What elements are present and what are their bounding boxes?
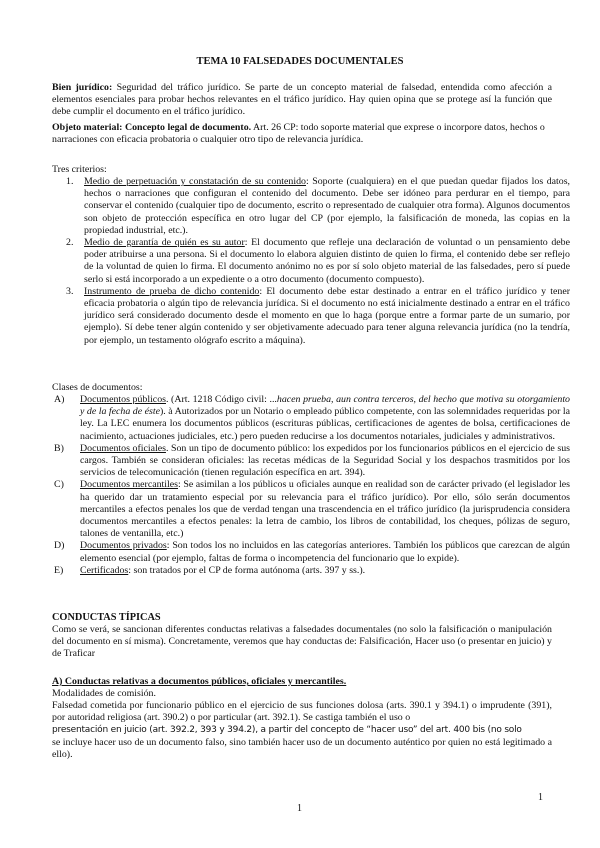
clase-text: : Se asimilan a los públicos u oficiales aunque en realidad son de carácter privado (el legislador les ha querido dar un tratamiento especial por su relevancia para el tráfico jurídico). Por ello, sólo serán documentos mercantiles a efectos penales los que de verdad tengan una trascendencia en el tráfico jurídico (la jurisprudencia considera documentos mercantiles a efectos penales: la letra de cambio, los libros de contabilidad, los cheques, pólizas de seguro, talones de ventanilla, etc.) bbox=[80, 479, 571, 540]
criterios-intro: Tres criterios: bbox=[52, 164, 107, 175]
criterio-text: : Soporte (cualquiera) en el que puedan quedar fijados los datos, hechos o narraciones que configuran el contenido del documento. Debe ser idóneo para perdurar en el tiempo, para conservar el contenido (cualquier tipo de documento, escrito o representado de cualquier otra forma). Algunos documentos son objeto de protección específica en otro lugar del CP (por ejemplo, la falsificación de moneda, las copias en la propiedad industrial, etc.). bbox=[84, 176, 571, 236]
clase-heading: Documentos mercantiles bbox=[80, 479, 179, 491]
clase-heading: Documentos privados bbox=[80, 540, 167, 552]
uso-text: presentación en juicio (art. 392.2, 393 y 394.2), a partir del concepto de “hacer uso” del art. 400 bis (no solo bbox=[52, 725, 522, 736]
clase-pre: . (Art. 1218 Código civil: ... bbox=[165, 394, 277, 405]
bien-juridico-text: Seguridad del tráfico jurídico. Se parte de un concepto material de falsedad, entendida como afección a elementos esenciales para probar hechos relevantes en el tráfico jurídico. Hay quien opina que se protege así la función que debe cumplir el documento en el tráfico jurídico. bbox=[52, 82, 552, 118]
criterio-text: : El documento debe estar destinado a entrar en el tráfico jurídico y tener eficacia probatoria o algún tipo de relevancia jurídica. Si el documento no está inicialmente destinado a entrar en el tráfico jurídico será considerado documento desde el momento en que lo haga (porque entre a formar parte de un sumario, por ejemplo). Sí debe tener algún contenido y ser objetivamente adecuado para tener alguna relevancia jurídica (no la tendría, por ejemplo, un testamento ológrafo escrito a máquina). bbox=[84, 285, 571, 346]
clase-item bbox=[54, 442, 570, 480]
falsedad-paragraph bbox=[52, 700, 552, 761]
document-title: TEMA 10 FALSEDADES DOCUMENTALES bbox=[196, 56, 404, 67]
clase-letter: D) bbox=[54, 540, 65, 552]
uso-continuation: se incluye hacer uso de un documento falso, sino también hacer uso de un documento auténtico por quien no está legitimado a ello). bbox=[52, 736, 552, 760]
modalidades-label: Modalidades de comisión. bbox=[52, 688, 156, 699]
clase-heading: Documentos públicos bbox=[80, 394, 166, 405]
objeto-material-label: Objeto material: Concepto legal de documento. bbox=[52, 122, 252, 133]
clase-item bbox=[54, 564, 570, 577]
objeto-material-text: Art. 26 CP: todo soporte material que exprese o incorpore datos, hechos o narraciones con eficacia probatoria o cualquier otro tipo de relevancia jurídica. bbox=[52, 122, 545, 146]
clase-item bbox=[54, 394, 570, 443]
objeto-material-paragraph bbox=[52, 122, 552, 146]
criterio-heading: Medio de perpetuación y constatación de su contenido bbox=[84, 176, 306, 187]
clase-heading: Documentos oficiales bbox=[80, 442, 166, 454]
clase-letter: C) bbox=[54, 479, 64, 491]
criterio-text: : El documento que refleje una declaración de voluntad o un pensamiento debe poder atribuirse a una persona. Si el documento lo elabora alguien distinto de quien lo firma, el contenido debe ser reflejo de la voluntad de quien lo firma. El documento anónimo no es por sí solo objeto material de las falsedades, pero sí puede serlo si está incorporado a un expediente o a otro documento (documento compuesto). bbox=[84, 237, 570, 285]
clase-text: . Son un tipo de documento público: los expedidos por los funcionarios públicos en el ejercicio de sus cargos. También se consideran oficiales: las recetas médicas de la Seguridad Social y los despachos trasmitidos por los servicios de telecomunicación (tienen regulación específica en art. 394). bbox=[80, 442, 570, 479]
clase-letter: E) bbox=[54, 564, 64, 576]
bien-juridico-label: Bien jurídico: bbox=[52, 82, 113, 93]
criterio-heading: Instrumento de prueba de dicho contenido bbox=[84, 285, 260, 297]
criterio-item bbox=[66, 285, 571, 347]
criterio-item bbox=[66, 237, 570, 286]
criterio-number: 3. bbox=[66, 285, 74, 297]
clase-text: ). à Autorizados por un Notario o empleado público competente, con las solemnidades requeridas por la ley. La LEC enumera los documentos públicos (escrituras públicas, certificaciones de agentes de bolsa, certificaciones de nacimiento, actuaciones judiciales, etc.) pero pueden reducirse a los documentos notariales, judiciales y administrativos. bbox=[80, 406, 570, 442]
page-number-right: 1 bbox=[538, 792, 543, 803]
page-number-center: 1 bbox=[297, 803, 302, 814]
clases-list bbox=[54, 394, 571, 577]
seccion-a-heading: A) Conductas relativas a documentos públicos, oficiales y mercantiles. bbox=[52, 676, 347, 687]
criterio-heading: Medio de garantía de quién es su autor bbox=[84, 237, 245, 249]
clase-heading: Certificados bbox=[80, 564, 129, 576]
conductas-heading: CONDUCTAS TÍPICAS bbox=[52, 612, 161, 623]
clase-letter: B) bbox=[54, 442, 64, 454]
criterio-number: 2. bbox=[66, 237, 74, 249]
clase-text: : Son todos los no incluidos en las categorías anteriores. También los públicos que carezcan de algún elemento esencial (por ejemplo, faltas de forma o incompetencia del funcionario que lo expide). bbox=[80, 540, 570, 564]
clase-item bbox=[54, 479, 571, 540]
bien-juridico-paragraph bbox=[52, 82, 552, 119]
criterio-item bbox=[66, 176, 571, 237]
clase-item bbox=[54, 540, 570, 564]
clases-intro: Clases de documentos: bbox=[52, 382, 143, 393]
falsedad-text: Falsedad cometida por funcionario público en el ejercicio de sus funciones dolosa (arts. 390.1 y 394.1) o imprudente (391), por autoridad religiosa (art. 390.2) o por particular (art. 392.1). Se castiga también el uso o bbox=[52, 700, 552, 724]
clase-letter: A) bbox=[54, 394, 65, 405]
criterios-list bbox=[66, 176, 571, 347]
criterio-number: 1. bbox=[66, 176, 74, 187]
clase-quote: hacen prueba, aun contra terceros, del hecho que motiva su otorgamiento y de la fecha de éste bbox=[80, 394, 570, 418]
conductas-paragraph: Como se verá, se sancionan diferentes conductas relativas a falsedades documentales (no solo la falsificación o manipulación del documento en sí misma). Concretamente, veremos que hay conductas de: Falsificación, Hacer uso (o presentar en juicio) y de Traficar bbox=[52, 624, 552, 660]
clase-text: : son tratados por el CP de forma autónoma (arts. 397 y ss.). bbox=[128, 564, 366, 576]
